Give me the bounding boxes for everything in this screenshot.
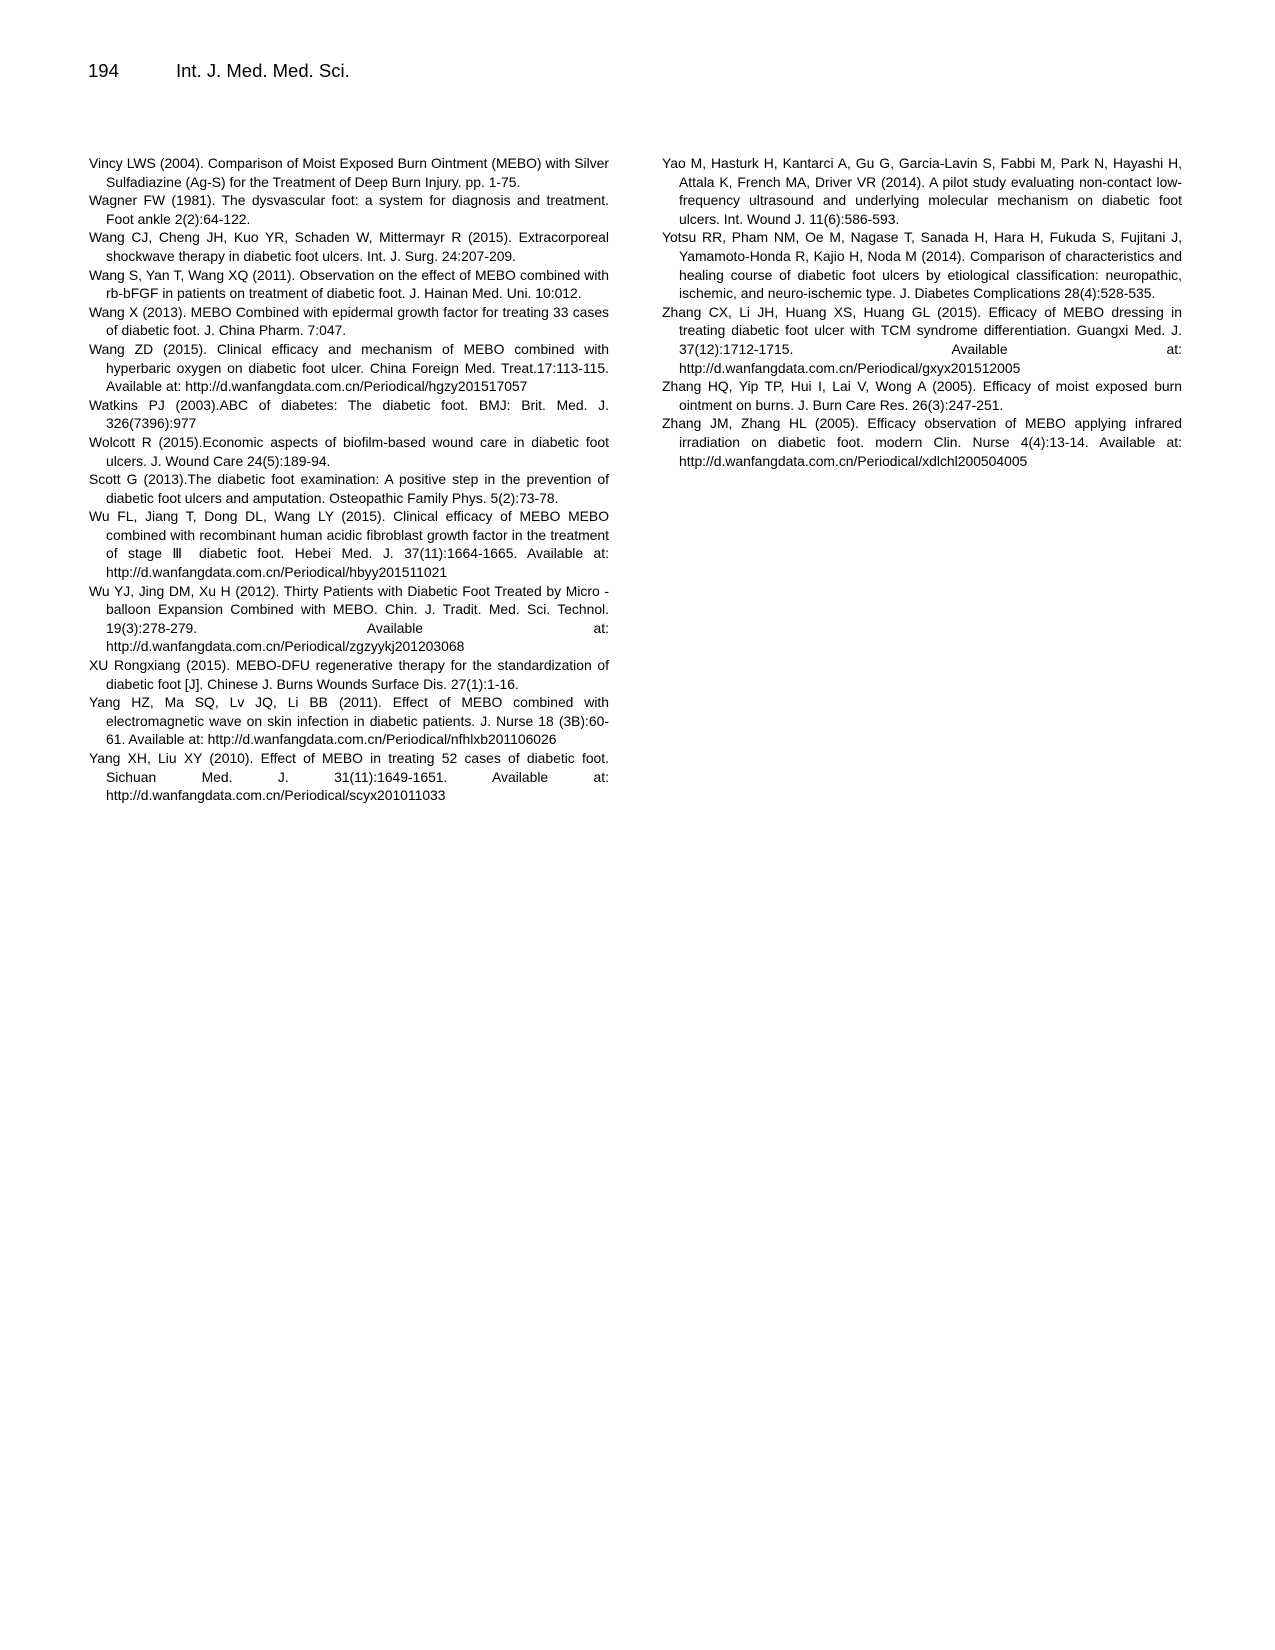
reference-item: Zhang CX, Li JH, Huang XS, Huang GL (2015). Efficacy of MEBO dressing in treating diabetic foot ulcer with TCM syndrome differentiation. Guangxi Med. J. 37(12):1712-1715. Available at: http://d.wanfangdata.com.cn/Periodical/gxyx201512005 (662, 303, 1182, 376)
reference-item: Vincy LWS (2004). Comparison of Moist Exposed Burn Ointment (MEBO) with Silver Sulfadiazine (Ag-S) for the Treatment of Deep Burn Injury. pp. 1-75. (89, 155, 609, 190)
reference-item: Wang S, Yan T, Wang XQ (2011). Observation on the effect of MEBO combined with rb-bFGF in patients on treatment of diabetic foot. J. Hainan Med. Uni. 10:012. (89, 266, 609, 302)
reference-item: Scott G (2013).The diabetic foot examination: A positive step in the prevention of diabetic foot ulcers and amputation. Osteopathic Family Phys. 5(2):73-78. (89, 471, 609, 506)
reference-item: Wang ZD (2015). Clinical efficacy and mechanism of MEBO combined with hyperbaric oxygen on diabetic foot ulcer. China Foreign Med. Treat.17:113-115. Available at: http://d.wanfangdata.com.cn/Periodical/hgzy201517057 (89, 340, 609, 395)
reference-item: XU Rongxiang (2015). MEBO-DFU regenerative therapy for the standardization of diabetic foot [J]. Chinese J. Burns Wounds Surface Dis. 27(1):1-16. (89, 657, 609, 692)
reference-item: Yao M, Hasturk H, Kantarci A, Gu G, Garcia-Lavin S, Fabbi M, Park N, Hayashi H, Attala K, French MA, Driver VR (2014). A pilot study evaluating non-contact low-frequency ultrasound and underlying molecular mechanism on diabetic foot ulcers. Int. Wound J. 11(6):586-593. (662, 155, 1182, 227)
references-column-right (662, 154, 1182, 470)
page-number: 194 (88, 60, 119, 81)
reference-item: Yotsu RR, Pham NM, Oe M, Nagase T, Sanada H, Hara H, Fukuda S, Fujitani J, Yamamoto-Honda R, Kajio H, Noda M (2014). Comparison of characteristics and healing course of diabetic foot ulcers by etiological classification: neuropathic, ischemic, and neuro-ischemic type. J. Diabetes Complications 28(4):528-535. (662, 229, 1182, 302)
reference-item: Yang HZ, Ma SQ, Lv JQ, Li BB (2011). Effect of MEBO combined with electromagnetic wave on skin infection in diabetic patients. J. Nurse 18 (3B):60-61. Available at: http://d.wanfangdata.com.cn/Periodical/nfhlxb201106026 (89, 694, 609, 748)
running-head (88, 60, 350, 82)
reference-item: Zhang JM, Zhang HL (2005). Efficacy observation of MEBO applying infrared irradiation on diabetic foot. modern Clin. Nurse 4(4):13-14. Available at: http://d.wanfangdata.com.cn/Periodical/xdlchl200504005 (662, 415, 1182, 469)
journal-title: Int. J. Med. Med. Sci. (176, 60, 350, 81)
reference-item: Zhang HQ, Yip TP, Hui I, Lai V, Wong A (2005). Efficacy of moist exposed burn ointment on burns. J. Burn Care Res. 26(3):247-251. (662, 378, 1182, 413)
reference-item: Wu FL, Jiang T, Dong DL, Wang LY (2015). Clinical efficacy of MEBO MEBO combined with recombinant human acidic fibroblast growth factor in the treatment of stage Ⅲ diabetic foot. Hebei Med. J. 37(11):1664-1665. Available at: http://d.wanfangdata.com.cn/Periodical/hbyy201511021 (89, 508, 609, 581)
reference-item: Watkins PJ (2003).ABC of diabetes: The diabetic foot. BMJ: Brit. Med. J. 326(7396):977 (89, 396, 609, 432)
reference-item: Wolcott R (2015).Economic aspects of biofilm-based wound care in diabetic foot ulcers. J. Wound Care 24(5):189-94. (89, 433, 609, 469)
reference-item: Wagner FW (1981). The dysvascular foot: a system for diagnosis and treatment. Foot ankle 2(2):64-122. (89, 192, 609, 227)
reference-item: Wang X (2013). MEBO Combined with epidermal growth factor for treating 33 cases of diabetic foot. J. China Pharm. 7:047. (89, 303, 609, 339)
reference-item: Wu YJ, Jing DM, Xu H (2012). Thirty Patients with Diabetic Foot Treated by Micro - balloon Expansion Combined with MEBO. Chin. J. Tradit. Med. Sci. Technol. 19(3):278-279. Available at: http://d.wanfangdata.com.cn/Periodical/zgzyykj201203068 (89, 582, 609, 655)
reference-item: Wang CJ, Cheng JH, Kuo YR, Schaden W, Mittermayr R (2015). Extracorporeal shockwave therapy in diabetic foot ulcers. Int. J. Surg. 24:207-209. (89, 229, 609, 264)
references-column-left (89, 154, 609, 805)
reference-item: Yang XH, Liu XY (2010). Effect of MEBO in treating 52 cases of diabetic foot. Sichuan Med. J. 31(11):1649-1651. Available at: http://d.wanfangdata.com.cn/Periodical/scyx201011033 (89, 750, 609, 804)
